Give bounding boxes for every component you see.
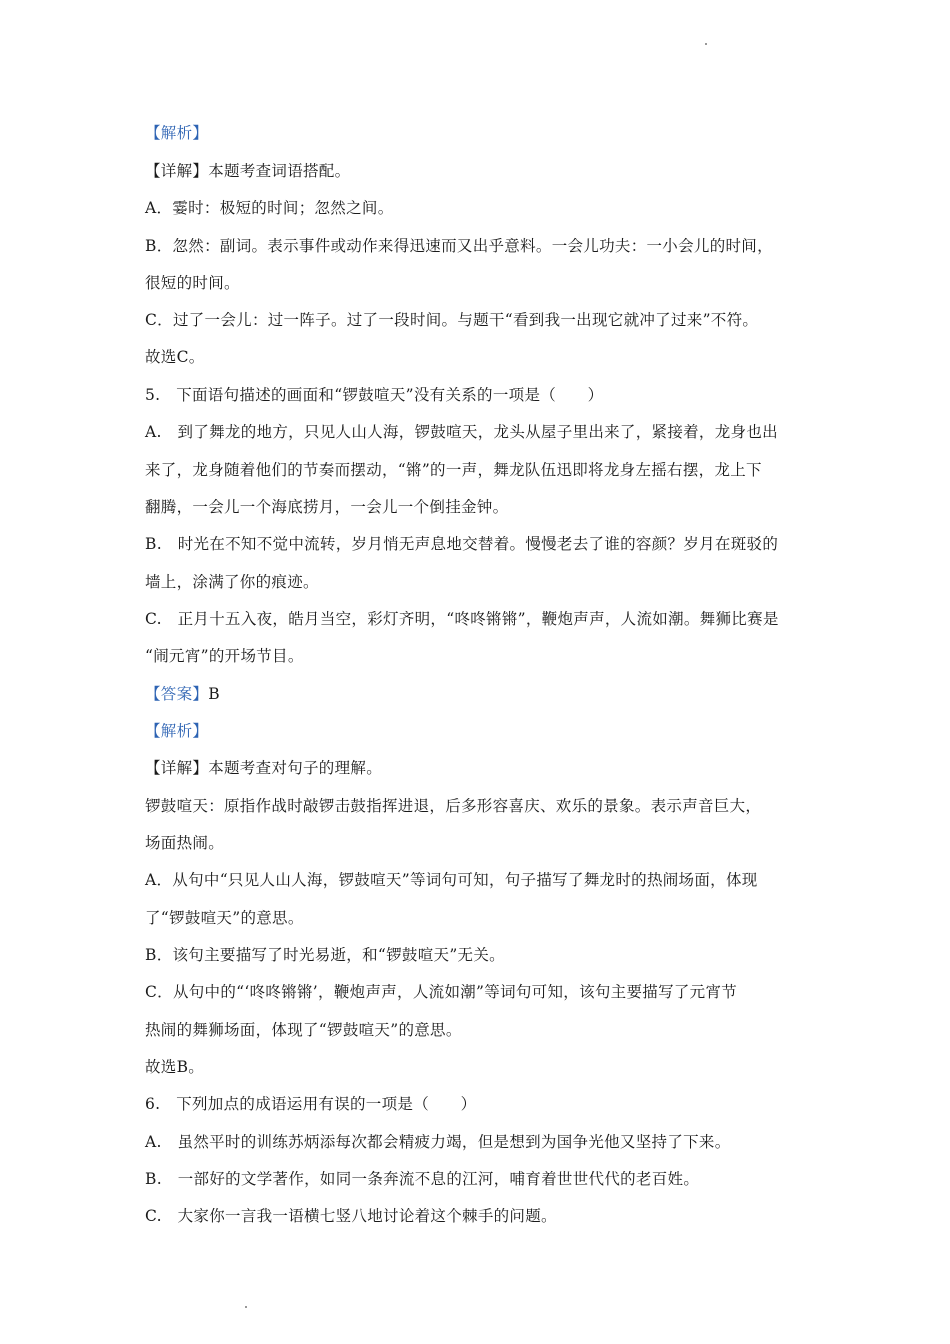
q4-explain-b-line2: 很短的时间。: [145, 274, 240, 292]
q5-option-b-line1: B. 时光在不知不觉中流转，岁月悄无声息地交替着。慢慢老去了谁的容颜？岁月在斑驳的: [145, 535, 779, 553]
q5-explain-a-line1: A．从句中“只见人山人海，锣鼓喧天”等词句可知，句子描写了舞龙时的热闹场面，体现: [145, 871, 758, 889]
q5-explain-idiom-line2: 场面热闹。: [145, 834, 225, 852]
q4-explain-c: C．过了一会儿：过一阵子。过了一段时间。与题干“看到我一出现它就冲了过来”不符。: [145, 311, 759, 329]
q5-explain-a-line2: 了“锣鼓喧天”的意思。: [145, 909, 304, 927]
q4-detail-tag: 【详解】: [145, 162, 209, 180]
q6-option-b: B. 一部好的文学著作，如同一条奔流不息的江河，哺育着世世代代的老百姓。: [145, 1170, 700, 1188]
q5-answer-value: B: [208, 685, 220, 703]
q5-detail-text: 本题考查对句子的理解。: [208, 759, 383, 777]
q5-stem: 5. 下面语句描述的画面和“锣鼓喧天”没有关系的一项是（ ）: [145, 386, 604, 404]
q5-explain-c-line2: 热闹的舞狮场面，体现了“锣鼓喧天”的意思。: [145, 1021, 462, 1039]
q4-explain-b-line1: B．忽然：副词。表示事件或动作来得迅速而又出乎意料。一会儿功夫：一小会儿的时间，: [145, 237, 773, 255]
q5-explain-b: B．该句主要描写了时光易逝，和“锣鼓喧天”无关。: [145, 946, 505, 964]
q5-option-a-line2: 来了，龙身随着他们的节奏而摆动，“锵”的一声，舞龙队伍迅即将龙身左摇右摆，龙上下: [145, 461, 762, 479]
q4-explain-a: A．霎时：极短的时间；忽然之间。: [145, 199, 394, 217]
q5-option-a-line3: 翻腾，一会儿一个海底捞月，一会儿一个倒挂金钟。: [145, 498, 509, 516]
q5-answer-tag: 【答案】: [145, 685, 209, 703]
q4-detail-text: 本题考查词语搭配。: [208, 162, 351, 180]
q5-option-b-line2: 墙上，涂满了你的痕迹。: [145, 573, 319, 591]
q5-analysis-tag: 【解析】: [145, 722, 209, 740]
q6-option-c: C. 大家你一言我一语横七竖八地讨论着这个棘手的问题。: [145, 1207, 557, 1225]
q5-explain-c-line1: C．从句中的“‘咚咚锵锵’，鞭炮声声，人流如潮”等词句可知，该句主要描写了元宵节: [145, 983, 738, 1001]
q5-option-c-line2: “闹元宵”的开场节目。: [145, 647, 304, 665]
q5-option-a-line1: A. 到了舞龙的地方，只见人山人海，锣鼓喧天，龙头从屋子里出来了，紧接着，龙身也出: [145, 423, 778, 441]
q5-answer: [145, 684, 220, 704]
q6-stem: 6. 下列加点的成语运用有误的一项是（ ）: [145, 1095, 477, 1113]
scan-dot-top: [705, 43, 707, 45]
q4-detail: [145, 161, 350, 181]
q4-analysis-tag: 【解析】: [145, 124, 209, 142]
scan-dot-bottom: [245, 1306, 247, 1308]
q5-choose: 故选B。: [145, 1058, 205, 1076]
q5-detail-tag: 【详解】: [145, 759, 209, 777]
q5-detail: [145, 758, 382, 778]
q5-option-c-line1: C. 正月十五入夜，皓月当空，彩灯齐明，“咚咚锵锵”，鞭炮声声，人流如潮。舞狮比赛是: [145, 610, 779, 628]
q6-option-a: A. 虽然平时的训练苏炳添每次都会精疲力竭，但是想到为国争光他又坚持了下来。: [145, 1133, 731, 1151]
q4-choose: 故选C。: [145, 348, 205, 366]
q5-explain-idiom-line1: 锣鼓喧天：原指作战时敲锣击鼓指挥进退，后多形容喜庆、欢乐的景象。表示声音巨大，: [145, 797, 762, 815]
